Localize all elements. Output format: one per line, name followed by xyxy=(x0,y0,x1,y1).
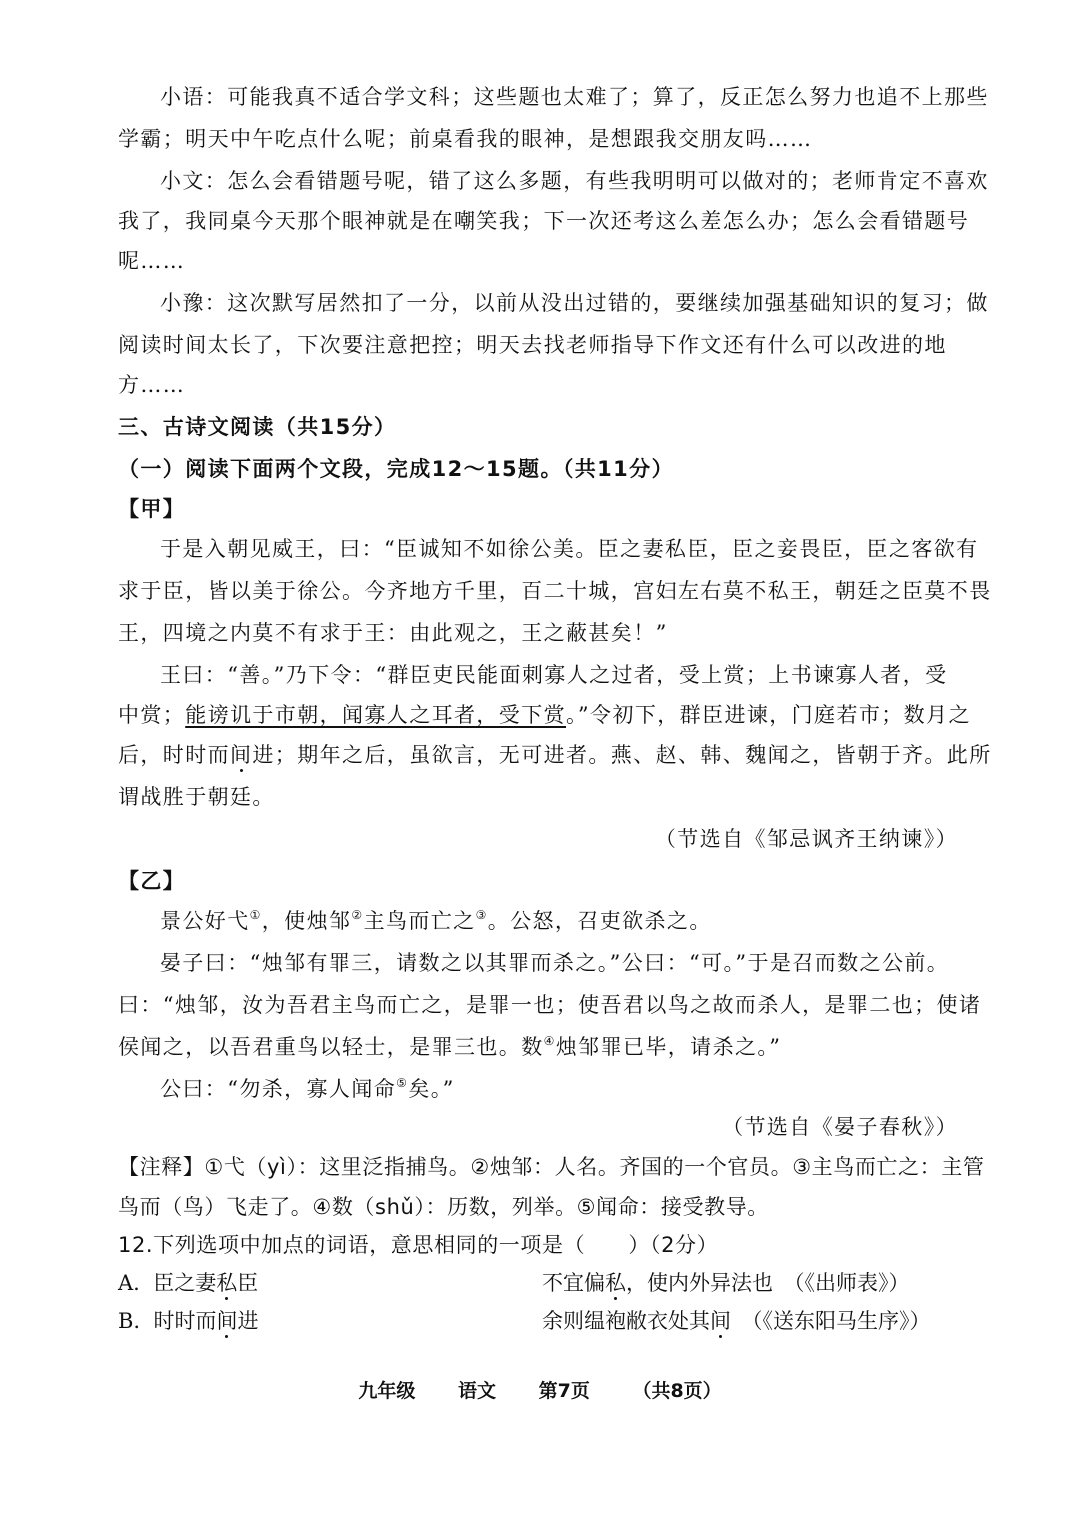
jia-p1-line1: 于是入朝见威王，曰：“臣诚知不如徐公美。臣之妻私臣，臣之妾畏臣，臣之客欲有 xyxy=(160,537,979,561)
option-b-right: 余则缊袍敝衣处其间 （《送东阳马生序》） xyxy=(542,1309,931,1333)
option-a-dotted-right: 私 xyxy=(605,1271,626,1295)
notes-line1: 【注释】①弋（yì）：这里泛指捕鸟。②烛邹：人名。齐国的一个官员。③主鸟而亡之：主管 xyxy=(118,1155,985,1179)
note-ref-5: ⑤ xyxy=(396,1076,409,1090)
note-ref-3: ③ xyxy=(475,908,488,922)
jia-p2-line1: 王曰：“善。”乃下令：“群臣吏民能面刺寡人之过者，受上赏；上书谏寡人者，受 xyxy=(160,663,948,687)
dialogue-xiaoyu-line1: 小语：可能我真不适合学文科；这些题也太难了；算了，反正怎么努力也追不上那些 xyxy=(160,85,989,109)
dialogue-xiaoyu2-line1: 小豫：这次默写居然扣了一分，以前从没出过错的，要继续加强基础知识的复习；做 xyxy=(160,291,989,315)
dialogue-xiaowen-line2: 我了，我同桌今天那个眼神就是在嘲笑我；下一次还考这么差怎么办；怎么会看错题号 xyxy=(118,209,970,233)
option-a-label: A. xyxy=(118,1271,140,1295)
option-b-dotted-right: 间 xyxy=(710,1309,731,1333)
section3-title: 三、古诗文阅读（共15分） xyxy=(118,415,397,439)
note-ref-2: ② xyxy=(351,908,364,922)
jia-p1-line3: 王，四境之内莫不有求于王：由此观之，王之蔽甚矣！” xyxy=(118,621,668,645)
option-a-dotted-left: 私 xyxy=(216,1271,238,1295)
jia-p2-line3: 后，时时而间进；期年之后，虽欲言，无可进者。燕、赵、韩、魏闻之，皆朝于齐。此所 xyxy=(118,743,992,767)
subsection1-title: （一）阅读下面两个文段，完成12～15题。（共11分） xyxy=(118,457,674,481)
dialogue-xiaoyu2-line3: 方…… xyxy=(118,373,186,397)
dotted-word-jian: 间 xyxy=(230,743,253,767)
option-b-left: B. 时时而间进 xyxy=(118,1309,259,1333)
footer-page: 第7页 xyxy=(538,1380,590,1402)
option-b-label: B. xyxy=(118,1309,141,1333)
page-footer xyxy=(0,1376,1080,1403)
yi-line5: 公曰：“勿杀，寡人闻命⑤矣。” xyxy=(160,1076,455,1101)
dialogue-xiaowen-line3: 呢…… xyxy=(118,249,186,273)
footer-subject: 语文 xyxy=(457,1380,496,1402)
notes-line2: 鸟而（鸟）飞走了。④数（shǔ）：历数，列举。⑤闻命：接受教导。 xyxy=(118,1195,769,1219)
note-ref-1: ① xyxy=(249,908,262,922)
option-b-dotted-left: 间 xyxy=(216,1309,238,1333)
yi-line3: 曰：“烛邹，汝为吾君主鸟而亡之，是罪一也；使吾君以鸟之故而杀人，是罪二也；使诸 xyxy=(118,993,982,1017)
dialogue-xiaowen-line1: 小文：怎么会看错题号呢，错了这么多题，有些我明明可以做对的；老师肯定不喜欢 xyxy=(160,169,989,193)
footer-total: （共8页） xyxy=(632,1380,722,1402)
yi-label: 【乙】 xyxy=(118,869,186,893)
option-a-left: A. 臣之妻私臣 xyxy=(118,1271,259,1295)
dialogue-xiaoyu2-line2: 阅读时间太长了，下次要注意把控；明天去找老师指导下作文还有什么可以改进的地 xyxy=(118,333,947,357)
jia-label: 【甲】 xyxy=(118,497,186,521)
yi-line2: 晏子曰：“烛邹有罪三，请数之以其罪而杀之。”公曰：“可。”于是召而数之公前。 xyxy=(160,951,950,975)
yi-source: （节选自《晏子春秋》） xyxy=(722,1115,958,1139)
yi-line1: 景公好弋①，使烛邹②主鸟而亡之③。公怒，召吏欲杀之。 xyxy=(160,908,712,933)
yi-line4: 侯闻之，以吾君重鸟以轻士，是罪三也。数④烛邹罪已毕，请杀之。” xyxy=(118,1034,782,1059)
underlined-sentence: 能谤讥于市朝，闻寡人之耳者，受下赏 xyxy=(185,703,567,727)
jia-source: （节选自《邹忌讽齐王纳谏》） xyxy=(654,827,958,851)
note-ref-4: ④ xyxy=(543,1034,556,1048)
option-a-right: 不宜偏私，使内外异法也 （《出师表》） xyxy=(542,1271,910,1295)
jia-p1-line2: 求于臣，皆以美于徐公。今齐地方千里，百二十城，宫妇左右莫不私王，朝廷之臣莫不畏 xyxy=(118,579,992,603)
question12-stem: 12.下列选项中加点的词语，意思相同的一项是（ ）（2分） xyxy=(118,1233,719,1257)
dialogue-xiaoyu-line2: 学霸；明天中午吃点什么呢；前桌看我的眼神，是想跟我交朋友吗…… xyxy=(118,127,813,151)
footer-grade: 九年级 xyxy=(358,1380,416,1402)
jia-p2-line2: 中赏；能谤讥于市朝，闻寡人之耳者，受下赏。”令初下，群臣进谏，门庭若市；数月之 xyxy=(118,703,971,727)
jia-p2-line4: 谓战胜于朝廷。 xyxy=(118,785,275,809)
